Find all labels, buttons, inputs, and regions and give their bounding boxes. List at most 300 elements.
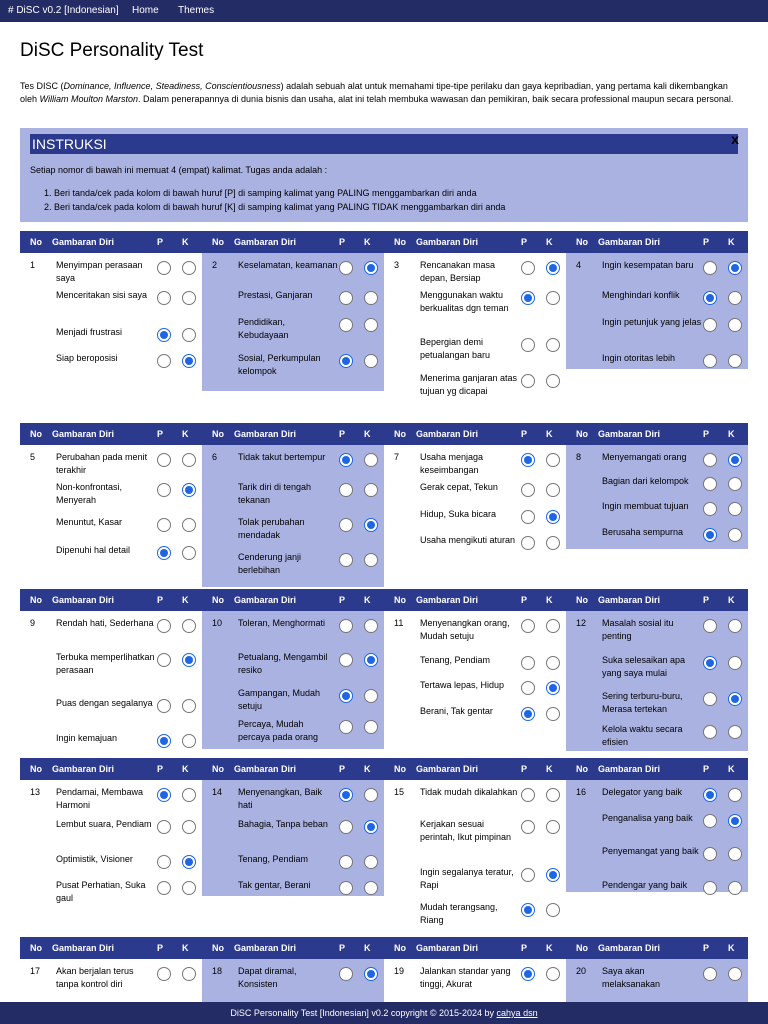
col-desc-header: Gambaran Diri [416,595,479,605]
radio-p[interactable] [339,354,353,368]
col-no-header: No [30,237,42,247]
radio-p[interactable] [157,453,171,467]
radio-k[interactable] [364,720,378,734]
radio-k[interactable] [728,725,742,739]
radio-k[interactable] [364,653,378,667]
radio-p[interactable] [703,291,717,305]
col-k-header: K [546,764,553,774]
radio-p[interactable] [157,328,171,342]
radio-k[interactable] [728,477,742,491]
radio-k[interactable] [546,291,560,305]
question-number: 4 [576,260,582,270]
radio-k[interactable] [182,354,196,368]
statement-text: Rendah hati, Sederhana [56,618,154,628]
radio-p[interactable] [521,619,535,633]
radio-k[interactable] [182,967,196,981]
radio-p[interactable] [157,820,171,834]
radio-k[interactable] [182,483,196,497]
question-number: 12 [576,618,587,628]
statement-text: Ingin membuat tujuan [602,501,689,511]
col-no-header: No [576,429,588,439]
statement-text: Menerima ganjaran atas tujuan yg dicapai [420,373,518,396]
col-no-header: No [394,764,406,774]
radio-p[interactable] [703,619,717,633]
radio-k[interactable] [364,881,378,895]
question-block [566,253,748,369]
radio-p[interactable] [703,318,717,332]
radio-k[interactable] [364,291,378,305]
col-no-header: No [576,237,588,247]
radio-k[interactable] [364,518,378,532]
radio-k[interactable] [364,689,378,703]
radio-p[interactable] [703,477,717,491]
statement-text: Terbuka memperlihatkan perasaan [56,652,155,675]
col-k-header: K [182,237,189,247]
radio-p[interactable] [157,261,171,275]
col-p-header: P [339,237,346,247]
question-number: 2 [212,260,218,270]
radio-k[interactable] [364,820,378,834]
radio-p[interactable] [339,453,353,467]
radio-k[interactable] [546,681,560,695]
radio-k[interactable] [546,510,560,524]
radio-p[interactable] [521,681,535,695]
statement-text: Tarik diri di tengah tekanan [238,482,312,505]
radio-p[interactable] [339,291,353,305]
radio-k[interactable] [364,354,378,368]
col-k-header: K [546,237,553,247]
instructions-title: INSTRUKSI [30,134,738,154]
radio-p[interactable] [703,692,717,706]
radio-k[interactable] [182,546,196,560]
col-desc-header: Gambaran Diri [234,237,297,247]
col-k-header: K [364,429,371,439]
statement-text: Masalah sosial itu penting [602,618,674,641]
col-k-header: K [182,595,189,605]
radio-k[interactable] [364,553,378,567]
radio-p[interactable] [521,820,535,834]
radio-p[interactable] [703,967,717,981]
radio-k[interactable] [182,653,196,667]
statement-text: Menyenangkan orang, Mudah setuju [420,618,510,641]
col-k-header: K [546,943,553,953]
statement-text: Menceritakan sisi saya [56,290,148,300]
radio-p[interactable] [703,261,717,275]
statement-text: Mudah terangsang, Riang [420,902,498,925]
radio-p[interactable] [521,453,535,467]
radio-p[interactable] [339,689,353,703]
statement-text: Tidak mudah dikalahkan [420,787,518,797]
instructions-panel [20,128,748,222]
col-desc-header: Gambaran Diri [52,943,115,953]
statement-text: Penyemangat yang baik [602,846,699,856]
col-no-header: No [212,764,224,774]
radio-p[interactable] [157,619,171,633]
radio-k[interactable] [546,536,560,550]
radio-p[interactable] [339,318,353,332]
radio-p[interactable] [521,656,535,670]
statement-text: Ingin segalanya teratur, Rapi [420,867,514,890]
col-k-header: K [182,943,189,953]
radio-k[interactable] [546,967,560,981]
statement-text: Tolak perubahan mendadak [238,517,305,540]
col-no-header: No [576,764,588,774]
question-number: 16 [576,787,587,797]
statement-text: Menjadi frustrasi [56,327,123,337]
radio-k[interactable] [182,820,196,834]
radio-k[interactable] [728,692,742,706]
radio-k[interactable] [546,656,560,670]
statement-text: Kelola waktu secara efisien [602,724,683,747]
statement-text: Ingin kemajuan [56,733,118,743]
radio-p[interactable] [157,967,171,981]
author-link[interactable]: cahya dsn [496,1008,538,1018]
statement-text: Dipenuhi hal detail [56,545,131,555]
col-desc-header: Gambaran Diri [52,764,115,774]
radio-k[interactable] [364,967,378,981]
statement-text: Non-konfrontasi, Menyerah [56,482,123,505]
question-number: 3 [394,260,400,270]
radio-p[interactable] [703,881,717,895]
radio-k[interactable] [364,855,378,869]
brand-link[interactable]: # DiSC v0.2 [Indonesian] [8,5,119,16]
radio-p[interactable] [339,619,353,633]
statement-text: Tenang, Pendiam [238,854,309,864]
question-block [20,611,202,751]
radio-k[interactable] [728,453,742,467]
radio-p[interactable] [339,261,353,275]
statement-text: Menuntut, Kasar [56,517,123,527]
col-no-header: No [394,943,406,953]
col-no-header: No [30,943,42,953]
radio-k[interactable] [182,855,196,869]
radio-k[interactable] [546,453,560,467]
statement-text: Tenang, Pendiam [420,655,491,665]
col-p-header: P [157,429,164,439]
col-no-header: No [212,943,224,953]
question-block [202,253,384,391]
col-p-header: P [703,595,710,605]
radio-p[interactable] [521,536,535,550]
statement-text: Pendamai, Membawa Harmoni [56,787,144,810]
radio-k[interactable] [364,318,378,332]
radio-k[interactable] [728,354,742,368]
statement-text: Menggunakan waktu berkualitas dgn teman [420,290,509,313]
statement-text: Tertawa lepas, Hidup [420,680,505,690]
question-number: 18 [212,966,223,976]
statement-text: Bepergian demi petualangan baru [420,337,491,360]
radio-p[interactable] [157,699,171,713]
col-p-header: P [157,595,164,605]
col-no-header: No [394,595,406,605]
question-number: 10 [212,618,223,628]
statement-text: Kerjakan sesuai perintah, Ikut pimpinan [420,819,512,842]
statement-text: Menyimpan perasaan saya [56,260,143,283]
col-p-header: P [339,595,346,605]
radio-p[interactable] [521,788,535,802]
col-desc-header: Gambaran Diri [598,429,661,439]
radio-k[interactable] [182,881,196,895]
radio-p[interactable] [157,855,171,869]
radio-k[interactable] [728,291,742,305]
radio-p[interactable] [339,720,353,734]
radio-k[interactable] [364,788,378,802]
radio-p[interactable] [157,291,171,305]
radio-p[interactable] [521,903,535,917]
col-desc-header: Gambaran Diri [416,237,479,247]
radio-k[interactable] [728,881,742,895]
col-k-header: K [728,595,735,605]
col-desc-header: Gambaran Diri [234,943,297,953]
col-p-header: P [339,764,346,774]
col-k-header: K [364,237,371,247]
statement-text: Akan berjalan terus tanpa kontrol diri [56,966,134,989]
radio-p[interactable] [339,653,353,667]
radio-k[interactable] [546,338,560,352]
radio-k[interactable] [728,814,742,828]
footer [0,1002,768,1024]
radio-p[interactable] [703,656,717,670]
radio-p[interactable] [521,374,535,388]
radio-p[interactable] [521,338,535,352]
radio-k[interactable] [182,734,196,748]
col-p-header: P [703,764,710,774]
radio-p[interactable] [339,553,353,567]
radio-k[interactable] [546,868,560,882]
question-number: 1 [30,260,36,270]
radio-k[interactable] [364,261,378,275]
col-desc-header: Gambaran Diri [598,764,661,774]
radio-k[interactable] [546,820,560,834]
col-desc-header: Gambaran Diri [234,764,297,774]
radio-p[interactable] [703,502,717,516]
statement-text: Bagian dari kelompok [602,476,689,486]
col-p-header: P [339,429,346,439]
col-desc-header: Gambaran Diri [234,595,297,605]
col-k-header: K [364,764,371,774]
radio-k[interactable] [546,707,560,721]
question-block [566,611,748,751]
question-number: 20 [576,966,587,976]
col-no-header: No [30,595,42,605]
col-p-header: P [157,764,164,774]
radio-p[interactable] [157,788,171,802]
col-desc-header: Gambaran Diri [52,429,115,439]
radio-k[interactable] [546,619,560,633]
statement-text: Dapat diramal, Konsisten [238,966,297,989]
radio-p[interactable] [703,725,717,739]
radio-p[interactable] [339,820,353,834]
radio-p[interactable] [339,855,353,869]
col-p-header: P [521,237,528,247]
statement-text: Lembut suara, Pendiam [56,819,152,829]
col-k-header: K [728,764,735,774]
radio-p[interactable] [521,707,535,721]
col-p-header: P [157,237,164,247]
radio-k[interactable] [182,291,196,305]
radio-p[interactable] [339,518,353,532]
col-desc-header: Gambaran Diri [52,595,115,605]
radio-p[interactable] [157,483,171,497]
statement-text: Menghindari konflik [602,290,680,300]
col-k-header: K [546,595,553,605]
col-p-header: P [703,943,710,953]
col-no-header: No [212,237,224,247]
col-p-header: P [703,429,710,439]
radio-k[interactable] [182,699,196,713]
radio-k[interactable] [364,453,378,467]
table-header [20,937,748,959]
question-block [384,780,566,948]
question-block [384,445,566,561]
radio-p[interactable] [157,546,171,560]
radio-k[interactable] [546,903,560,917]
radio-k[interactable] [728,788,742,802]
radio-k[interactable] [728,318,742,332]
radio-k[interactable] [546,261,560,275]
radio-k[interactable] [728,656,742,670]
col-p-header: P [339,943,346,953]
nav-themes[interactable]: Themes [178,5,215,16]
col-desc-header: Gambaran Diri [598,943,661,953]
col-no-header: No [394,237,406,247]
nav-home[interactable]: Home [132,5,159,16]
col-k-header: K [546,429,553,439]
top-navbar [0,0,768,22]
statement-text: Delegator yang baik [602,787,683,797]
radio-p[interactable] [157,653,171,667]
radio-k[interactable] [182,328,196,342]
col-k-header: K [364,595,371,605]
statement-text: Pendidikan, Kebudayaan [238,317,289,340]
instructions-intro: Setiap nomor di bawah ini memuat 4 (empat) kalimat. Tugas anda adalah : [30,165,328,175]
radio-p[interactable] [703,814,717,828]
radio-k[interactable] [728,261,742,275]
col-k-header: K [728,943,735,953]
radio-p[interactable] [703,528,717,542]
intro-paragraph: Tes DISC (Dominance, Influence, Steadiness, Conscientiousness) adalah sebuah alat untuk memahami tipe-tipe perilaku dan gaya kepribadian, yang pertama kali dikembangkan oleh William Moulton Marston. Dalam penerapannya di dunia bisnis dan usaha, alat ini telah membuka wawasan dan pemikiran, baik secara professional maupun secara personal. [20,81,734,104]
col-p-header: P [521,429,528,439]
col-no-header: No [212,429,224,439]
statement-text: Jalankan standar yang tinggi, Akurat [420,966,511,989]
col-no-header: No [30,764,42,774]
table-header [20,231,748,253]
question-block [566,445,748,549]
table-header [20,589,748,611]
col-k-header: K [364,943,371,953]
radio-p[interactable] [703,788,717,802]
radio-p[interactable] [157,734,171,748]
statement-text: Percaya, Mudah percaya pada orang [238,719,319,742]
radio-p[interactable] [157,354,171,368]
question-block [566,780,748,892]
statement-text: Perubahan pada menit terakhir [56,452,148,475]
col-p-header: P [521,943,528,953]
radio-p[interactable] [521,967,535,981]
statement-text: Sering terburu-buru, Merasa tertekan [602,691,683,714]
statement-text: Saya akan melaksanakan [602,966,661,989]
question-block [202,611,384,749]
statement-text: Menyenangkan, Baik hati [238,787,323,810]
statement-text: Usaha mengikuti aturan [420,535,516,545]
radio-p[interactable] [339,967,353,981]
statement-text: Menyemangati orang [602,452,687,462]
col-no-header: No [212,595,224,605]
col-k-header: K [182,429,189,439]
statement-text: Sosial, Perkumpulan kelompok [238,353,321,376]
radio-k[interactable] [728,619,742,633]
radio-p[interactable] [157,881,171,895]
radio-k[interactable] [728,967,742,981]
statement-text: Hidup, Suka bicara [420,509,497,519]
radio-k[interactable] [182,261,196,275]
radio-p[interactable] [339,881,353,895]
radio-k[interactable] [182,788,196,802]
radio-p[interactable] [521,483,535,497]
radio-p[interactable] [703,354,717,368]
col-p-header: P [521,595,528,605]
close-icon[interactable]: x [731,131,739,147]
radio-p[interactable] [703,453,717,467]
question-block [20,253,202,391]
radio-k[interactable] [728,528,742,542]
statement-text: Pusat Perhatian, Suka gaul [56,880,146,903]
statement-text: Tak gentar, Berani [238,880,311,890]
radio-p[interactable] [339,483,353,497]
radio-k[interactable] [182,518,196,532]
statement-text: Ingin petunjuk yang jelas [602,317,702,327]
statement-text: Puas dengan segalanya [56,698,153,708]
question-number: 9 [30,618,36,628]
statement-text: Cenderung janji berlebihan [238,552,302,575]
statement-text: Berani, Tak gentar [420,706,493,716]
question-number: 5 [30,452,36,462]
radio-k[interactable] [546,374,560,388]
radio-k[interactable] [364,619,378,633]
statement-text: Suka selesaikan apa yang saya mulai [602,655,686,678]
radio-p[interactable] [521,510,535,524]
radio-k[interactable] [546,483,560,497]
radio-k[interactable] [546,788,560,802]
statement-text: Keselamatan, keamanan [238,260,338,270]
question-block [20,780,202,928]
radio-p[interactable] [157,518,171,532]
radio-p[interactable] [521,261,535,275]
question-block [202,445,384,587]
statement-text: Petualang, Mengambil resiko [238,652,328,675]
col-desc-header: Gambaran Diri [598,595,661,605]
question-block [384,611,566,739]
radio-p[interactable] [521,291,535,305]
statement-text: Pendengar yang baik [602,880,688,890]
col-desc-header: Gambaran Diri [234,429,297,439]
statement-text: Prestasi, Ganjaran [238,290,313,300]
radio-k[interactable] [364,483,378,497]
radio-k[interactable] [728,502,742,516]
radio-k[interactable] [182,619,196,633]
question-number: 8 [576,452,582,462]
statement-text: Ingin kesempatan baru [602,260,694,270]
statement-text: Ingin otoritas lebih [602,353,676,363]
col-desc-header: Gambaran Diri [416,764,479,774]
radio-p[interactable] [521,868,535,882]
statement-text: Berusaha sempurna [602,527,684,537]
instruction-step: 1. Beri tanda/cek pada kolom di bawah huruf [P] di samping kalimat yang PALING menggambarkan diri anda [44,188,477,198]
radio-p[interactable] [703,847,717,861]
radio-k[interactable] [182,453,196,467]
radio-k[interactable] [728,847,742,861]
radio-p[interactable] [339,788,353,802]
